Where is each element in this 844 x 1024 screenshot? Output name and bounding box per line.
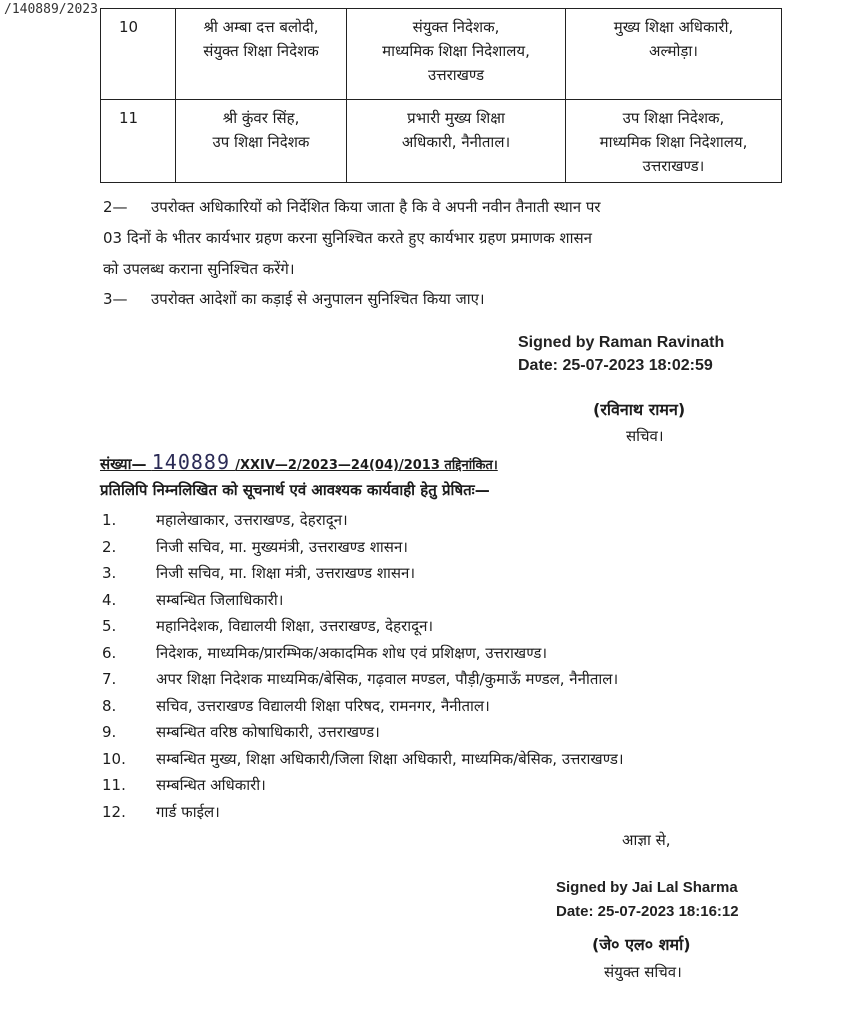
- signed-by: Signed by Raman Ravinath: [518, 334, 725, 351]
- list-item-text: निदेशक, माध्यमिक/प्रारम्भिक/अकादमिक शोध एवं प्रशिक्षण, उत्तराखण्ड।: [156, 643, 548, 662]
- serial-number: 10: [101, 9, 176, 100]
- serial-number: 11: [101, 100, 176, 183]
- current-post-line: माध्यमिक शिक्षा निदेशालय,: [382, 42, 530, 60]
- current-post-line: प्रभारी मुख्य शिक्षा: [407, 109, 505, 127]
- handwritten-number: 140889: [151, 450, 230, 474]
- paragraph-text: 03 दिनों के भीतर कार्यभार ग्रहण करना सुनिश्चित करते हुए कार्यभार ग्रहण प्रमाणक शासन: [103, 229, 592, 247]
- list-item-text: महानिदेशक, विद्यालयी शिक्षा, उत्तराखण्ड, देहरादून।: [156, 617, 434, 635]
- list-item-number: 10.: [102, 749, 126, 768]
- signatory-name-1: (रविनाथ रामन): [593, 400, 686, 419]
- officer-name: श्री कुंवर सिंह,: [222, 109, 300, 127]
- signed-date: Date: 25-07-2023 18:16:12: [556, 903, 739, 920]
- new-post-line: माध्यमिक शिक्षा निदेशालय,: [599, 133, 748, 151]
- list-item-text: गार्ड फाईल।: [156, 802, 220, 821]
- current-post-line: संयुक्त निदेशक,: [412, 18, 500, 36]
- list-item: [102, 719, 624, 746]
- list-item-number: 3.: [102, 564, 117, 582]
- distribution-list: [102, 507, 624, 825]
- signatory-designation-1: सचिव।: [626, 427, 664, 445]
- paragraph-text: उपरोक्त आदेशों का कड़ाई से अनुपालन सुनिश्चित किया जाए।: [151, 290, 485, 308]
- reference-line: [100, 450, 498, 474]
- officer-name-cell: [176, 9, 347, 100]
- officer-designation: संयुक्त शिक्षा निदेशक: [203, 42, 319, 60]
- list-item-number: 9.: [102, 723, 117, 741]
- new-post-line: मुख्य शिक्षा अधिकारी,: [613, 18, 734, 36]
- copy-heading: प्रतिलिपि निम्नलिखित को सूचनार्थ एवं आवश्यक कार्यवाही हेतु प्रेषितः—: [100, 481, 490, 499]
- officer-name-cell: [176, 100, 347, 183]
- paragraph-number: 2—: [103, 198, 128, 216]
- signatory-name-2: (जे० एल० शर्मा): [592, 935, 691, 954]
- table-row: [101, 100, 782, 183]
- signed-by: Signed by Jai Lal Sharma: [556, 879, 738, 896]
- new-post-line: अल्मोड़ा।: [649, 42, 698, 60]
- digital-signature-1: [518, 331, 724, 377]
- list-item-number: 7.: [102, 670, 117, 688]
- transfer-table: [100, 8, 782, 183]
- list-item: [102, 772, 624, 799]
- current-post-line: उत्तराखण्ड: [427, 66, 485, 84]
- list-item-number: 2.: [102, 537, 117, 556]
- list-item-text: सम्बन्धित मुख्य, शिक्षा अधिकारी/जिला शिक्षा अधिकारी, माध्यमिक/बेसिक, उत्तराखण्ड।: [156, 749, 624, 768]
- list-item-text: सम्बन्धित जिलाधिकारी।: [156, 590, 284, 609]
- list-item-number: 4.: [102, 590, 117, 609]
- current-post-line: अधिकारी, नैनीताल।: [401, 133, 511, 151]
- list-item: [102, 507, 624, 534]
- table-row: [101, 9, 782, 100]
- list-item-number: 5.: [102, 617, 117, 635]
- officer-name: श्री अम्बा दत्त बलोदी,: [203, 18, 319, 36]
- list-item-text: सम्बन्धित वरिष्ठ कोषाधिकारी, उत्तराखण्ड।: [156, 723, 380, 741]
- list-item-number: 11.: [102, 776, 126, 794]
- new-post-cell: [566, 9, 782, 100]
- current-post-cell: [347, 9, 566, 100]
- list-item: [102, 693, 624, 720]
- paragraph-text: उपरोक्त अधिकारियों को निर्देशित किया जाता है कि वे अपनी नवीन तैनाती स्थान पर: [151, 198, 601, 216]
- paragraph-2: [103, 192, 787, 285]
- list-item: [102, 613, 624, 640]
- paragraph-number: 3—: [103, 290, 128, 308]
- list-item-text: सम्बन्धित अधिकारी।: [156, 776, 266, 794]
- reference-prefix: संख्या—: [100, 455, 147, 473]
- digital-signature-2: [556, 876, 739, 924]
- list-item: [102, 560, 624, 587]
- list-item: [102, 534, 624, 561]
- list-item: [102, 587, 624, 614]
- signatory-designation-2: संयुक्त सचिव।: [604, 963, 682, 981]
- list-item-text: अपर शिक्षा निदेशक माध्यमिक/बेसिक, गढ़वाल मण्डल, पौड़ी/कुमाऊँ मण्डल, नैनीताल।: [156, 670, 619, 688]
- current-post-cell: [347, 100, 566, 183]
- signed-date: Date: 25-07-2023 18:02:59: [518, 357, 713, 374]
- paragraph-text: को उपलब्ध कराना सुनिश्चित करेंगे।: [103, 260, 295, 278]
- list-item-text: सचिव, उत्तराखण्ड विद्यालयी शिक्षा परिषद, रामनगर, नैनीताल।: [156, 696, 490, 715]
- new-post-line: उत्तराखण्ड।: [642, 157, 705, 175]
- by-order: आज्ञा से,: [622, 831, 671, 849]
- new-post-cell: [566, 100, 782, 183]
- new-post-line: उप शिक्षा निदेशक,: [622, 109, 725, 127]
- list-item-text: निजी सचिव, मा. शिक्षा मंत्री, उत्तराखण्ड शासन।: [156, 564, 416, 582]
- list-item-text: महालेखाकार, उत्तराखण्ड, देहरादून।: [156, 511, 348, 529]
- list-item-number: 8.: [102, 696, 117, 715]
- list-item: [102, 799, 624, 826]
- list-item: [102, 666, 624, 693]
- officer-designation: उप शिक्षा निदेशक: [212, 133, 310, 151]
- document-reference-stamp: /140889/2023: [4, 2, 98, 17]
- list-item: [102, 746, 624, 773]
- list-item-number: 12.: [102, 802, 126, 821]
- list-item-text: निजी सचिव, मा. मुख्यमंत्री, उत्तराखण्ड शासन।: [156, 537, 408, 556]
- list-item-number: 1.: [102, 511, 117, 529]
- list-item-number: 6.: [102, 643, 117, 662]
- reference-suffix: /XXIV—2/2023—24(04)/2013 तद्दिनांकित।: [235, 458, 498, 473]
- list-item: [102, 640, 624, 667]
- paragraph-3: [103, 284, 787, 315]
